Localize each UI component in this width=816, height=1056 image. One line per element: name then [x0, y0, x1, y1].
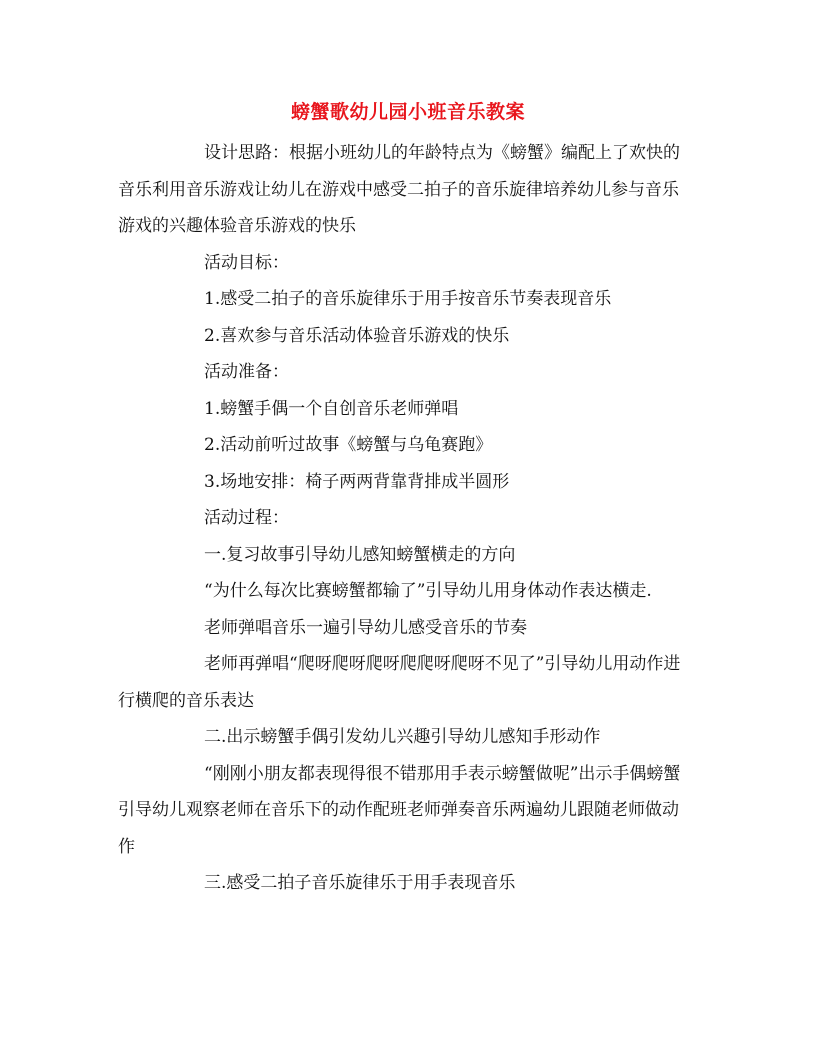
document-title: 螃蟹歌幼儿园小班音乐教案: [290, 101, 525, 123]
paragraph-step-2-detail: “刚刚小朋友都表现得很不错那用手表示螃蟹做呢”出示手偶螃蟹引导幼儿观察老师在音乐下的动作配班老师弹奏音乐两遍幼儿跟随老师做动作: [118, 763, 681, 857]
paragraph-prep-heading: 活动准备：: [204, 362, 289, 382]
document-body: [118, 135, 693, 902]
paragraph-process-heading: 活动过程：: [204, 508, 289, 528]
paragraph-step-1-replay: 老师再弹唱“爬呀爬呀爬呀爬爬呀爬呀不见了”引导幼儿用动作进行横爬的音乐表达: [118, 654, 681, 711]
paragraph-step-3: 三.感受二拍子音乐旋律乐于用手表现音乐: [204, 873, 516, 893]
paragraph-prep-2: 2.活动前听过故事《螃蟹与乌龟赛跑》: [204, 435, 493, 455]
paragraph-step-1-play: 老师弹唱音乐一遍引导幼儿感受音乐的节奏: [204, 617, 527, 638]
paragraph-step-2: 二.出示螃蟹手偶引发幼儿兴趣引导幼儿感知手形动作: [204, 727, 601, 747]
paragraph-prep-3: 3.场地安排：椅子两两背靠背排成半圆形: [204, 471, 510, 492]
paragraph-step-1: 一.复习故事引导幼儿感知螃蟹横走的方向: [204, 544, 516, 565]
paragraph-goals-heading: 活动目标：: [204, 252, 289, 273]
paragraph-goal-1: 1.感受二拍子的音乐旋律乐于用手按音乐节奏表现音乐: [204, 289, 612, 309]
paragraph-design-idea: 设计思路：根据小班幼儿的年龄特点为《螃蟹》编配上了欢快的音乐利用音乐游戏让幼儿在游戏中感受二拍子的音乐旋律培养幼儿参与音乐游戏的兴趣体验音乐游戏的快乐: [118, 143, 680, 236]
paragraph-prep-1: 1.螃蟹手偶一个自创音乐老师弹唱: [204, 398, 459, 419]
paragraph-goal-2: 2.喜欢参与音乐活动体验音乐游戏的快乐: [204, 325, 510, 346]
paragraph-step-1-question: “为什么每次比赛螃蟹都输了”引导幼儿用身体动作表达横走.: [204, 581, 652, 601]
